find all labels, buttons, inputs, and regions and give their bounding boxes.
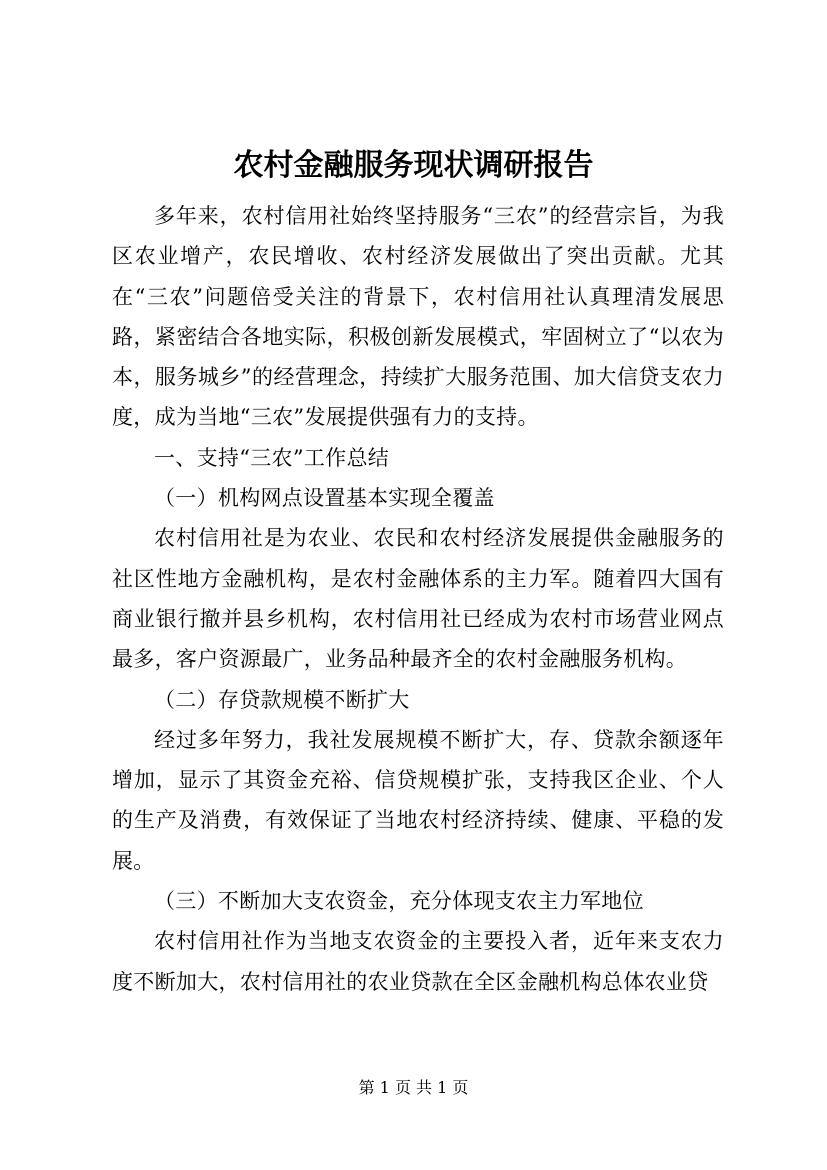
- subsection-heading-3: （三）不断加大支农资金，充分体现支农主力军地位: [154, 889, 644, 914]
- subsection-3-paragraph: 农村信用社作为当地支农资金的主要投入者，近年来支农力度不断加大，农村信用社的农业贷款在全区金融机构总体农业贷: [112, 929, 724, 994]
- document-body: [112, 196, 724, 1002]
- subsection-heading-1: （一）机构网点设置基本实现全覆盖: [154, 486, 495, 511]
- subsection-2-paragraph: 经过多年努力，我社发展规模不断扩大，存、贷款余额逐年增加，显示了其资金充裕、信贷规模扩张，支持我区企业、个人的生产及消费，有效保证了当地农村经济持续、健康、平稳的发展。: [112, 727, 724, 873]
- subsection-heading-2: （二）存贷款规模不断扩大: [154, 687, 410, 712]
- page-footer: 第 1 页 共 1 页: [358, 1078, 469, 1097]
- document-title: 农村金融服务现状调研报告: [233, 148, 594, 183]
- intro-paragraph: 多年来，农村信用社始终坚持服务“三农”的经营宗旨，为我区农业增产，农民增收、农村经济发展做出了突出贡献。尤其在“三农”问题倍受关注的背景下，农村信用社认真理清发展思路，紧密结合各地实际，积极创新发展模式，牢固树立了“以农为本，服务城乡”的经营理念，持续扩大服务范围、加大信贷支农力度，成为当地“三农”发展提供强有力的支持。: [112, 204, 724, 430]
- subsection-1-paragraph: 农村信用社是为农业、农民和农村经济发展提供金融服务的社区性地方金融机构，是农村金融体系的主力军。随着四大国有商业银行撤并县乡机构，农村信用社已经成为农村市场营业网点最多，客户资源最广，业务品种最齐全的农村金融服务机构。: [112, 526, 724, 672]
- section-heading-1: 一、支持“三农”工作总结: [154, 445, 390, 470]
